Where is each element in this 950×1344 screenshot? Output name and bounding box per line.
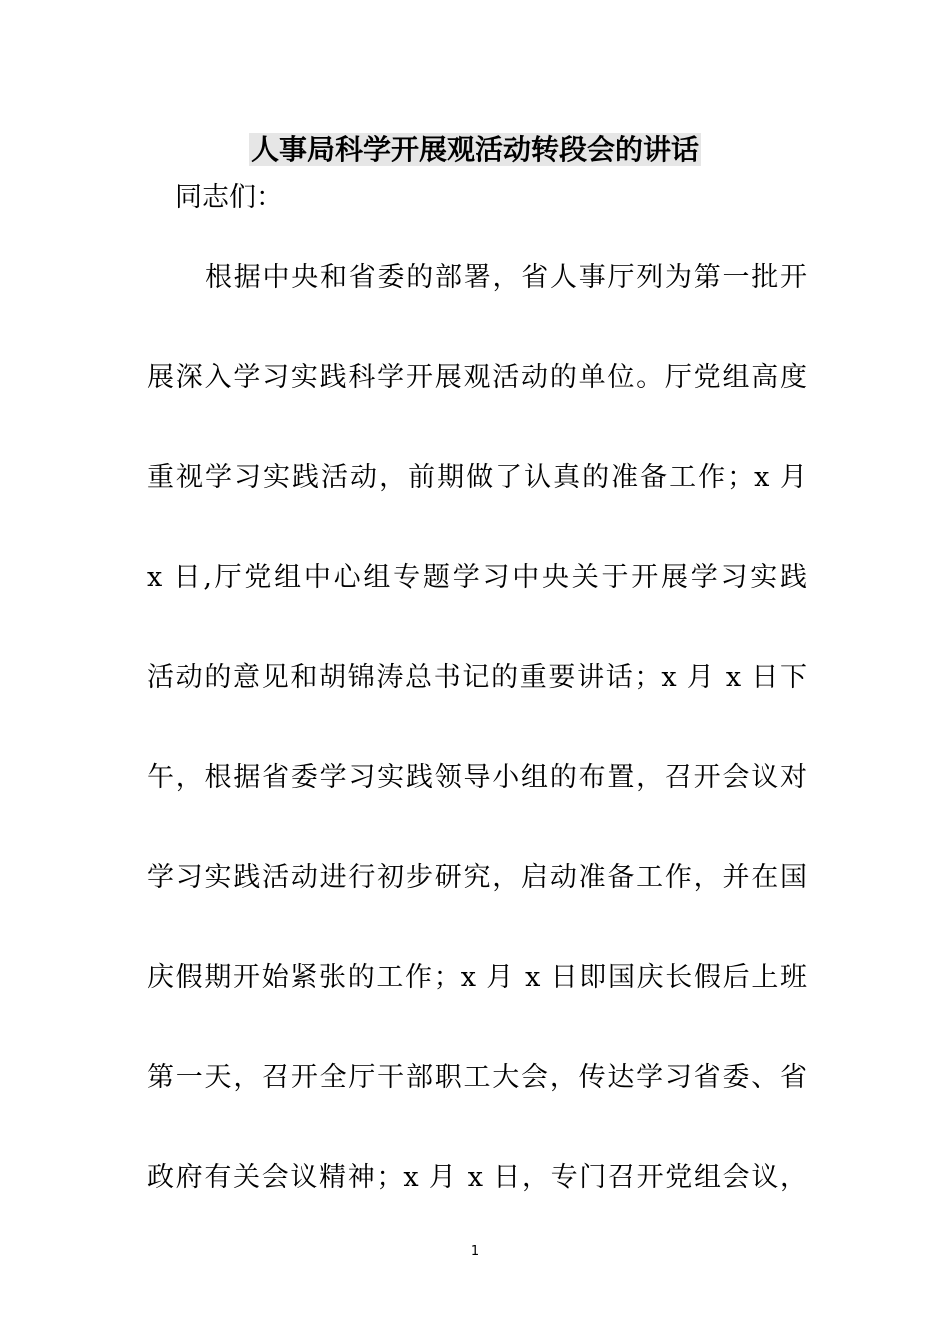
body-line: 根据中央和省委的部署，省人事厅列为第一批开 bbox=[205, 262, 807, 293]
body-line: 第一天，召开全厅干部职工大会，传达学习省委、省 bbox=[147, 1062, 807, 1093]
body-line: 展深入学习实践科学开展观活动的单位。厅党组高度 bbox=[147, 362, 807, 393]
body-line: 学习实践活动进行初步研究，启动准备工作，并在国 bbox=[147, 862, 807, 893]
body-line: 活动的意见和胡锦涛总书记的重要讲话；x 月 x 日下 bbox=[147, 662, 807, 693]
page-number: 1 bbox=[470, 1244, 480, 1259]
body-line: 庆假期开始紧张的工作；x 月 x 日即国庆长假后上班 bbox=[147, 962, 807, 993]
body-line: x 日,厅党组中心组专题学习中央关于开展学习实践 bbox=[147, 562, 807, 593]
document-title-text: 人事局科学开展观活动转段会的讲话 bbox=[250, 133, 699, 166]
body-line: 午，根据省委学习实践领导小组的布置，召开会议对 bbox=[147, 762, 807, 793]
document-title bbox=[0, 132, 950, 168]
salutation: 同志们： bbox=[175, 182, 283, 213]
body-line: 重视学习实践活动，前期做了认真的准备工作；x 月 bbox=[147, 462, 807, 493]
body-line: 政府有关会议精神；x 月 x 日，专门召开党组会议， bbox=[147, 1162, 807, 1193]
